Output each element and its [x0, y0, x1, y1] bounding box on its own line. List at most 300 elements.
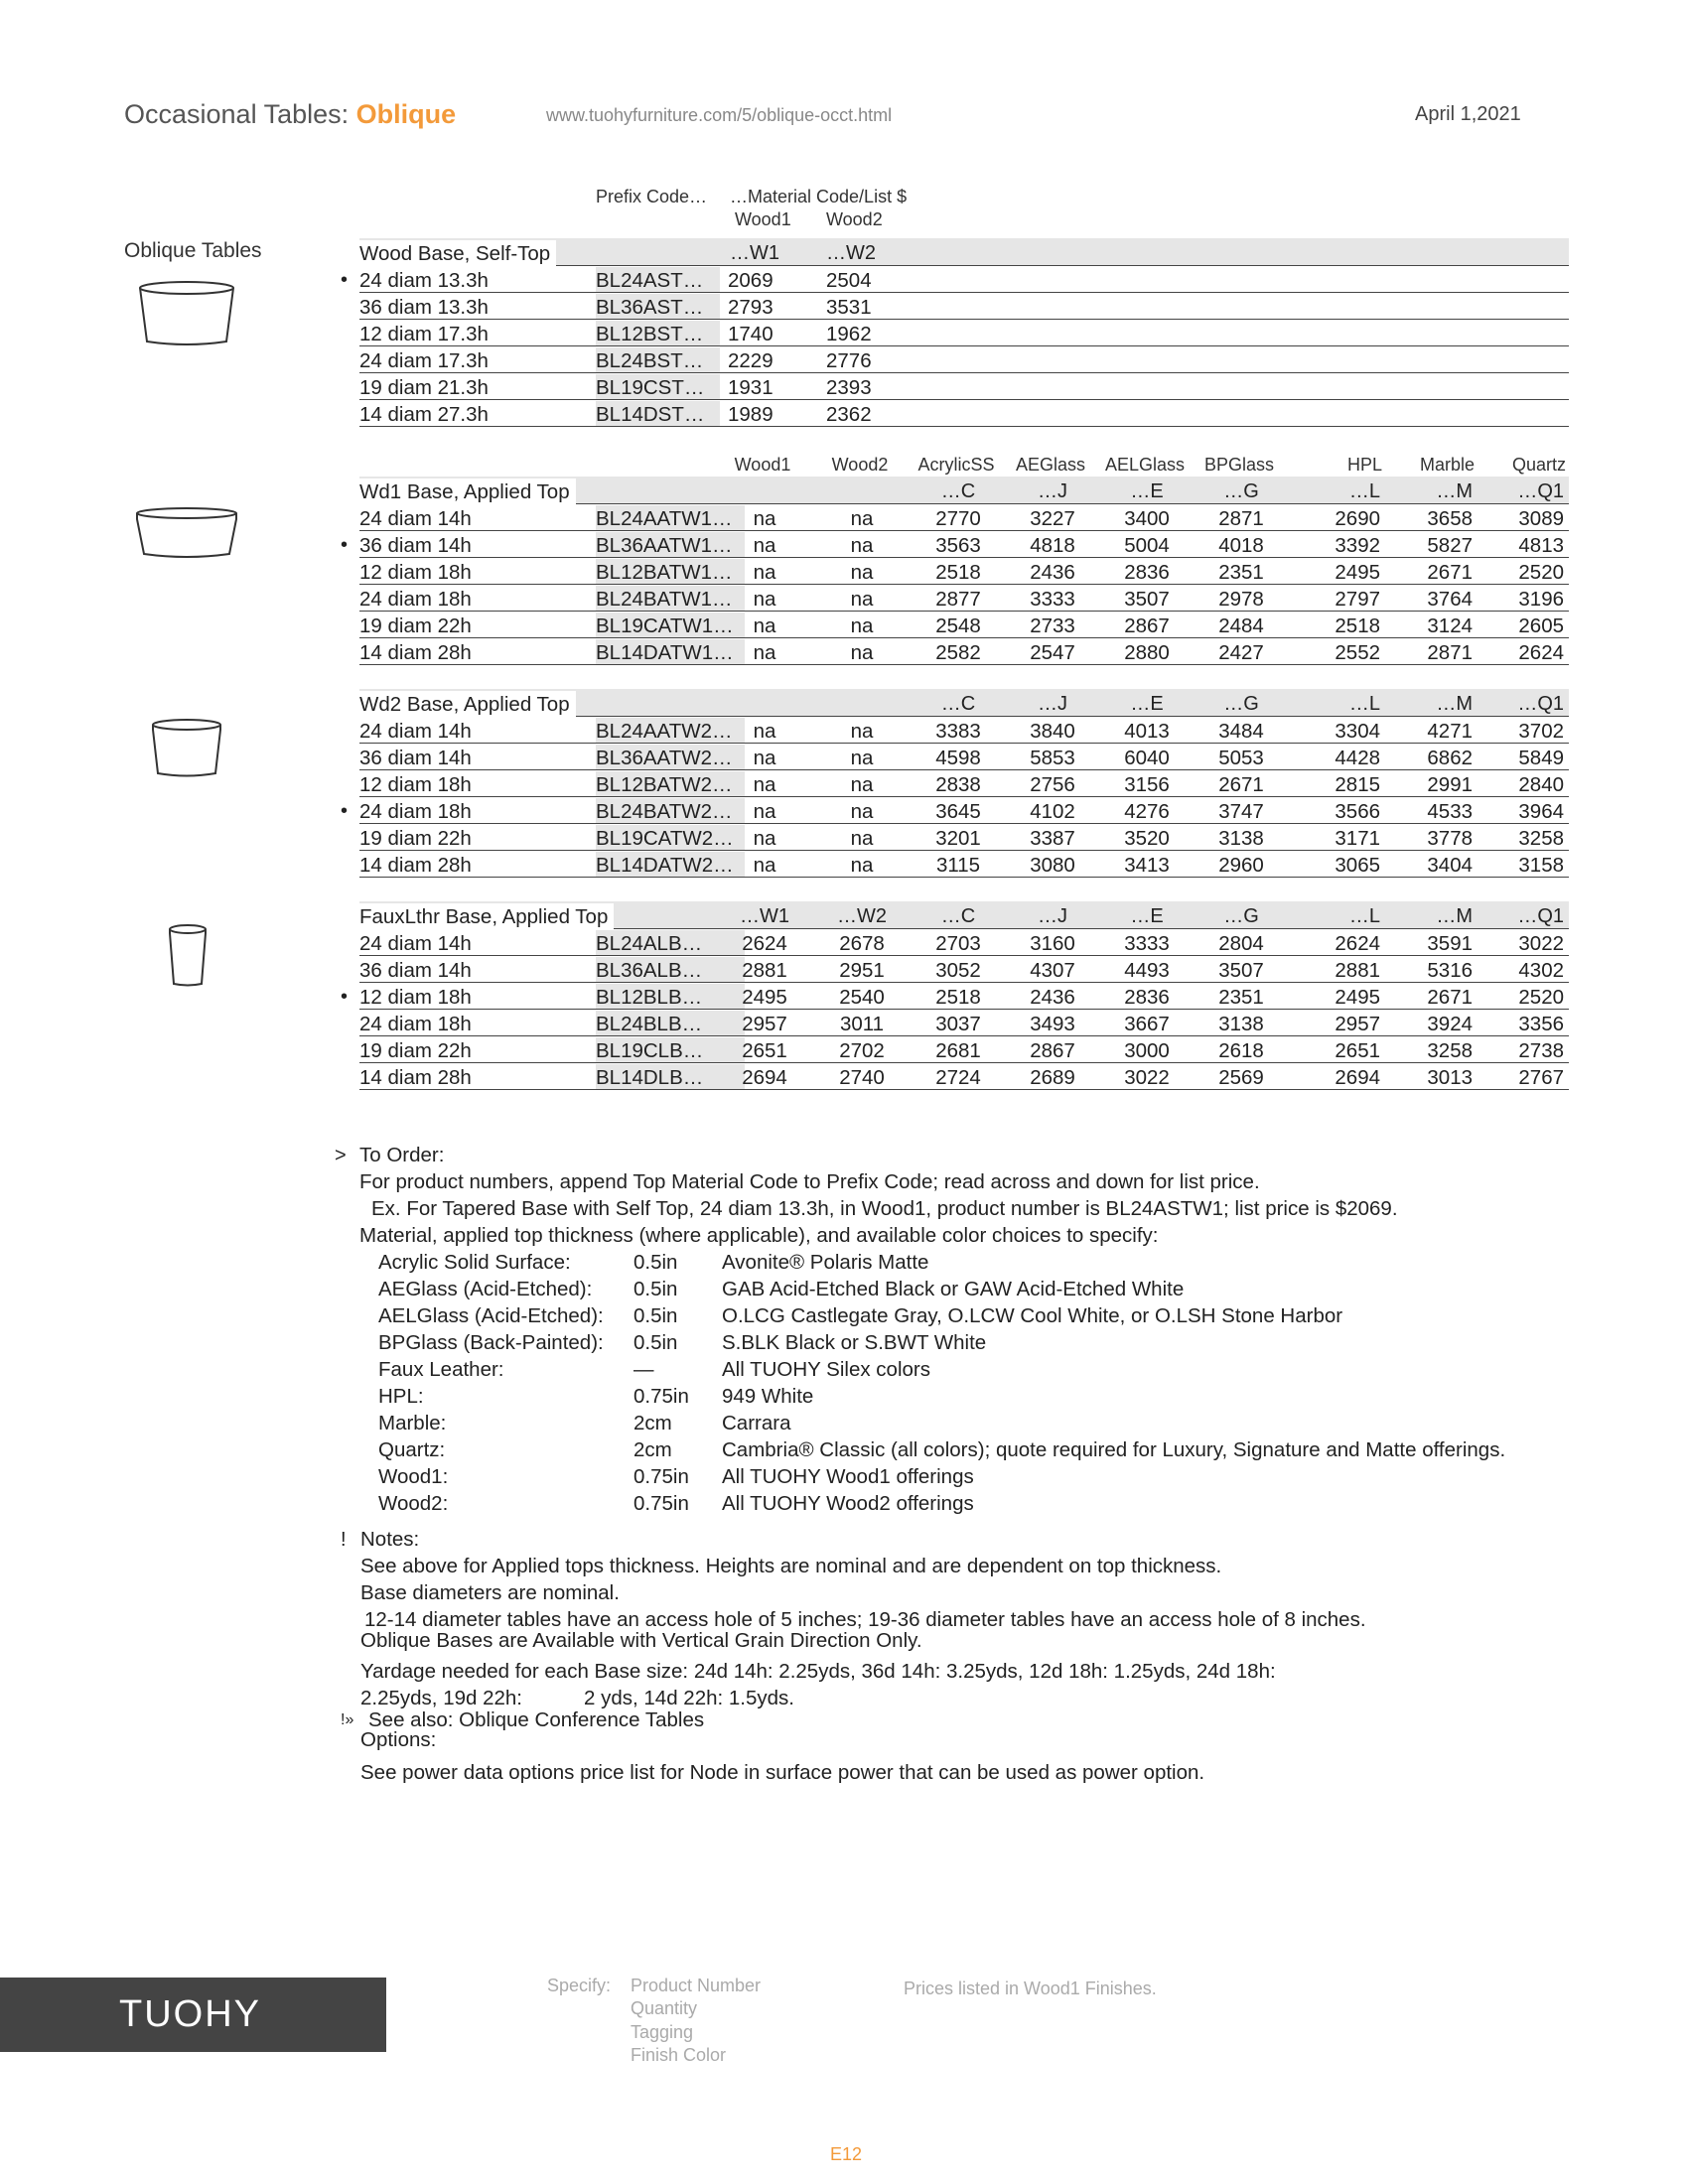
- row-prefix-code: BL14DATW2…: [596, 852, 745, 877]
- price-cell: 3304: [1335, 720, 1380, 743]
- row-prefix-code: BL24AATW1…: [596, 505, 745, 530]
- price-cell: 3356: [1518, 1013, 1564, 1035]
- material-thickness: 2cm: [633, 1438, 672, 1461]
- price-cell: 2605: [1518, 614, 1564, 637]
- material-name: HPL:: [378, 1385, 424, 1408]
- price-cell: 4102: [1030, 800, 1075, 823]
- price-cell: 2518: [1335, 614, 1380, 637]
- price-cell: 3065: [1335, 854, 1380, 877]
- material-colors: All TUOHY Wood2 offerings: [722, 1492, 974, 1515]
- price-cell: 4018: [1218, 534, 1264, 557]
- wood-base-illustration: [137, 280, 236, 347]
- price-cell: 2582: [935, 641, 981, 664]
- material-name: Acrylic Solid Surface:: [378, 1251, 571, 1274]
- price-cell: 2991: [1427, 773, 1473, 796]
- price-cell: 2436: [1030, 561, 1075, 584]
- price-cell: 1989: [728, 403, 774, 426]
- material-code: …Q1: [1517, 480, 1564, 502]
- price-cell: 3493: [1030, 1013, 1075, 1035]
- price-cell: 2495: [742, 986, 787, 1009]
- row-description: 12 diam 18h: [359, 986, 472, 1009]
- material-code: …J: [1038, 905, 1067, 927]
- material-code: …C: [940, 693, 976, 715]
- price-cell: 2881: [742, 959, 787, 982]
- price-cell: 2671: [1427, 986, 1473, 1009]
- price-cell: 5004: [1124, 534, 1170, 557]
- price-cell: 2624: [1335, 932, 1380, 955]
- row-bullet: •: [341, 986, 349, 1008]
- price-cell: 2797: [1335, 588, 1380, 611]
- price-cell: 2618: [1218, 1039, 1264, 1062]
- price-cell: 2518: [935, 986, 981, 1009]
- price-cell: 2495: [1335, 561, 1380, 584]
- notes-line-3: 12-14 diameter tables have an access hole of 5 inches; 19-36 diameter tables have an access hole of 8 inches.: [364, 1608, 1366, 1631]
- col-header-aelglass: AELGlass: [1104, 455, 1186, 475]
- price-cell: 3011: [839, 1013, 885, 1035]
- price-cell: 3658: [1427, 507, 1473, 530]
- notes-line-1: See above for Applied tops thickness. Heights are nominal and are dependent on top thickness.: [360, 1555, 1222, 1577]
- price-cell: 4302: [1518, 959, 1564, 982]
- options-line: See power data options price list for Node in surface power that can be used as power option.: [360, 1761, 1205, 1784]
- row-description: 24 diam 18h: [359, 588, 472, 611]
- specify-label: Specify:: [547, 1976, 612, 1995]
- price-cell: na: [753, 614, 776, 637]
- col-header-quartz: Quartz: [1511, 455, 1566, 475]
- price-cell: na: [850, 800, 874, 823]
- price-cell: 3080: [1030, 854, 1075, 877]
- row-description: 19 diam 22h: [359, 1039, 472, 1062]
- wd2-base-illustration: [150, 718, 223, 779]
- price-cell: 5849: [1518, 747, 1564, 769]
- price-cell: 2871: [1427, 641, 1473, 664]
- price-cell: na: [850, 534, 874, 557]
- table-title: Wd2 Base, Applied Top: [359, 691, 576, 718]
- price-cell: 3037: [935, 1013, 981, 1035]
- price-cell: 3138: [1218, 1013, 1264, 1035]
- price-cell: 2351: [1218, 561, 1264, 584]
- price-cell: na: [753, 773, 776, 796]
- price-cell: 3563: [935, 534, 981, 557]
- row-description: 24 diam 18h: [359, 1013, 472, 1035]
- material-code: …W2: [826, 242, 876, 264]
- price-cell: 2840: [1518, 773, 1564, 796]
- price-cell: 2694: [742, 1066, 787, 1089]
- order-line-1: For product numbers, append Top Material Code to Prefix Code; read across and down for list price.: [359, 1170, 1260, 1193]
- price-cell: 3156: [1124, 773, 1170, 796]
- col-header-wood1: Wood1: [735, 209, 791, 229]
- row-description: 14 diam 28h: [359, 1066, 472, 1089]
- price-cell: 2651: [742, 1039, 787, 1062]
- row-description: 24 diam 14h: [359, 507, 472, 530]
- material-code: …J: [1038, 480, 1067, 502]
- see-also-link[interactable]: See also: Oblique Conference Tables: [368, 1708, 705, 1731]
- row-bullet: •: [341, 800, 349, 822]
- price-cell: 2871: [1218, 507, 1264, 530]
- table-row: [359, 292, 1569, 320]
- material-name: Quartz:: [378, 1438, 446, 1461]
- price-cell: 3591: [1427, 932, 1473, 955]
- row-description: 36 diam 14h: [359, 959, 472, 982]
- price-cell: 2960: [1218, 854, 1264, 877]
- material-code: …E: [1130, 905, 1164, 927]
- material-code: …M: [1436, 693, 1473, 715]
- row-prefix-code: BL36ALB…: [596, 957, 745, 982]
- material-code: …W2: [837, 905, 887, 927]
- material-thickness: 0.5in: [633, 1278, 678, 1300]
- price-cell: 2838: [935, 773, 981, 796]
- price-cell: na: [850, 507, 874, 530]
- notes-marker: !: [341, 1529, 347, 1551]
- row-prefix-code: BL14DST…: [596, 401, 720, 426]
- price-cell: 3089: [1518, 507, 1564, 530]
- price-cell: 2880: [1124, 641, 1170, 664]
- material-colors: Carrara: [722, 1412, 791, 1434]
- price-cell: 2681: [935, 1039, 981, 1062]
- price-cell: 3383: [935, 720, 981, 743]
- price-cell: 2484: [1218, 614, 1264, 637]
- price-cell: 4813: [1518, 534, 1564, 557]
- price-cell: 2671: [1218, 773, 1264, 796]
- col-header-wood1: Wood1: [734, 455, 791, 475]
- order-line-2: Ex. For Tapered Base with Self Top, 24 diam 13.3h, in Wood1, product number is BL24ASTW1; list price is $2069.: [371, 1197, 1398, 1220]
- price-cell: 2815: [1335, 773, 1380, 796]
- price-cell: 3778: [1427, 827, 1473, 850]
- material-code: …M: [1436, 905, 1473, 927]
- price-cell: 2957: [742, 1013, 787, 1035]
- material-thickness: 0.5in: [633, 1251, 678, 1274]
- price-cell: 2689: [1030, 1066, 1075, 1089]
- price-cell: 2978: [1218, 588, 1264, 611]
- material-code: …J: [1038, 693, 1067, 715]
- material-code: …G: [1223, 480, 1259, 502]
- price-cell: 2836: [1124, 986, 1170, 1009]
- price-cell: 2362: [826, 403, 872, 426]
- price-cell: 1962: [826, 323, 872, 345]
- table-row: [359, 399, 1569, 427]
- material-name: Faux Leather:: [378, 1358, 504, 1381]
- price-cell: 1931: [728, 376, 774, 399]
- price-cell: 2836: [1124, 561, 1170, 584]
- row-prefix-code: BL36AST…: [596, 294, 720, 319]
- row-description: 24 diam 14h: [359, 932, 472, 955]
- material-code: …W1: [740, 905, 789, 927]
- col-header-wood2: Wood2: [826, 209, 883, 229]
- material-colors: Avonite® Polaris Matte: [722, 1251, 929, 1274]
- page-title: [124, 99, 456, 130]
- material-code: …E: [1130, 693, 1164, 715]
- price-cell: na: [850, 854, 874, 877]
- price-cell: 2436: [1030, 986, 1075, 1009]
- price-cell: na: [850, 641, 874, 664]
- price-cell: 2540: [839, 986, 885, 1009]
- price-cell: 4013: [1124, 720, 1170, 743]
- specify-item: Product Number: [631, 1976, 762, 1995]
- col-header-hpl: HPL: [1346, 455, 1382, 475]
- material-thickness: 0.75in: [633, 1492, 689, 1515]
- material-code: …C: [940, 905, 976, 927]
- price-cell: na: [753, 507, 776, 530]
- price-cell: 2547: [1030, 641, 1075, 664]
- order-line-3: Material, applied top thickness (where applicable), and available color choices to specify:: [359, 1224, 1159, 1247]
- row-prefix-code: BL12BATW1…: [596, 559, 745, 584]
- row-description: 24 diam 18h: [359, 800, 472, 823]
- row-prefix-code: BL24ALB…: [596, 930, 745, 955]
- price-cell: 4307: [1030, 959, 1075, 982]
- price-cell: 2552: [1335, 641, 1380, 664]
- price-cell: 2703: [935, 932, 981, 955]
- price-cell: na: [753, 588, 776, 611]
- price-cell: 3566: [1335, 800, 1380, 823]
- price-cell: 3747: [1218, 800, 1264, 823]
- price-cell: 2881: [1335, 959, 1380, 982]
- price-cell: 2548: [935, 614, 981, 637]
- price-cell: 2427: [1218, 641, 1264, 664]
- price-cell: 3158: [1518, 854, 1564, 877]
- price-cell: 3964: [1518, 800, 1564, 823]
- page-url[interactable]: www.tuohyfurniture.com/5/oblique-occt.html: [546, 105, 893, 125]
- options-heading: Options:: [360, 1728, 437, 1751]
- price-cell: 2867: [1124, 614, 1170, 637]
- specify-item: Finish Color: [631, 2045, 727, 2065]
- material-code: …G: [1223, 905, 1259, 927]
- price-cell: na: [850, 720, 874, 743]
- table-title: Wood Base, Self-Top: [359, 240, 556, 267]
- price-cell: 6040: [1124, 747, 1170, 769]
- price-cell: na: [850, 561, 874, 584]
- material-code: …L: [1348, 480, 1380, 502]
- price-cell: 2520: [1518, 986, 1564, 1009]
- price-cell: na: [850, 614, 874, 637]
- row-description: 14 diam 27.3h: [359, 403, 489, 426]
- material-thickness: 2cm: [633, 1412, 672, 1434]
- price-cell: 2504: [826, 269, 872, 292]
- table-row: [359, 372, 1569, 400]
- material-code: …M: [1436, 480, 1473, 502]
- col-header-marble: Marble: [1419, 455, 1475, 475]
- material-thickness: 0.5in: [633, 1331, 678, 1354]
- tuohy-logo: [0, 1978, 386, 2052]
- material-code: …L: [1348, 905, 1380, 927]
- price-cell: 2694: [1335, 1066, 1380, 1089]
- prefix-code-header: Prefix Code…: [596, 187, 708, 206]
- material-thickness: 0.75in: [633, 1465, 689, 1488]
- material-code: …E: [1130, 480, 1164, 502]
- row-description: 19 diam 21.3h: [359, 376, 489, 399]
- row-prefix-code: BL19CATW1…: [596, 613, 745, 637]
- material-name: AEGlass (Acid-Etched):: [378, 1278, 593, 1300]
- row-prefix-code: BL14DLB…: [596, 1064, 745, 1089]
- notes-line-4: Oblique Bases are Available with Vertical Grain Direction Only.: [360, 1629, 922, 1652]
- row-prefix-code: BL12BST…: [596, 321, 720, 345]
- price-cell: na: [753, 827, 776, 850]
- row-prefix-code: BL19CLB…: [596, 1037, 745, 1062]
- price-cell: 2229: [728, 349, 774, 372]
- col-header-acrylicss: AcrylicSS: [917, 455, 995, 475]
- price-cell: 5853: [1030, 747, 1075, 769]
- price-cell: 4493: [1124, 959, 1170, 982]
- material-colors: GAB Acid-Etched Black or GAW Acid-Etched White: [722, 1278, 1185, 1300]
- price-cell: 2702: [839, 1039, 885, 1062]
- price-cell: 3484: [1218, 720, 1264, 743]
- price-cell: 3258: [1518, 827, 1564, 850]
- price-cell: 2770: [935, 507, 981, 530]
- row-prefix-code: BL19CST…: [596, 374, 720, 399]
- price-cell: 2520: [1518, 561, 1564, 584]
- price-cell: 3171: [1335, 827, 1380, 850]
- row-description: 12 diam 17.3h: [359, 323, 489, 345]
- row-description: 36 diam 14h: [359, 747, 472, 769]
- material-thickness: 0.75in: [633, 1385, 689, 1408]
- order-heading: To Order:: [359, 1144, 445, 1166]
- row-prefix-code: BL12BLB…: [596, 984, 745, 1009]
- table-title: FauxLthr Base, Applied Top: [359, 903, 614, 930]
- price-cell: 3667: [1124, 1013, 1170, 1035]
- material-name: BPGlass (Back-Painted):: [378, 1331, 604, 1354]
- row-description: 19 diam 22h: [359, 614, 472, 637]
- price-cell: 3507: [1124, 588, 1170, 611]
- price-cell: 2690: [1335, 507, 1380, 530]
- material-code: …Q1: [1517, 905, 1564, 927]
- price-cell: 3531: [826, 296, 872, 319]
- table-row: [359, 319, 1569, 346]
- price-cell: 2867: [1030, 1039, 1075, 1062]
- price-cell: 2495: [1335, 986, 1380, 1009]
- price-cell: na: [753, 800, 776, 823]
- price-cell: 3924: [1427, 1013, 1473, 1035]
- price-cell: 3022: [1124, 1066, 1170, 1089]
- price-cell: na: [753, 561, 776, 584]
- price-cell: na: [850, 773, 874, 796]
- price-cell: 2393: [826, 376, 872, 399]
- material-colors: 949 White: [722, 1385, 814, 1408]
- price-cell: na: [753, 534, 776, 557]
- row-description: 24 diam 17.3h: [359, 349, 489, 372]
- material-code: …C: [940, 480, 976, 502]
- row-prefix-code: BL24BATW2…: [596, 798, 745, 823]
- price-cell: na: [850, 827, 874, 850]
- material-name: Marble:: [378, 1412, 447, 1434]
- notes-line-5: Yardage needed for each Base size: 24d 14h: 2.25yds, 36d 14h: 3.25yds, 12d 18h: 1.25yds, 24d 18h:: [360, 1660, 1276, 1683]
- price-cell: 2518: [935, 561, 981, 584]
- row-prefix-code: BL24BST…: [596, 347, 720, 372]
- row-description: 36 diam 14h: [359, 534, 472, 557]
- page-title-accent: Oblique: [355, 99, 457, 129]
- price-cell: 4818: [1030, 534, 1075, 557]
- price-cell: 2069: [728, 269, 774, 292]
- price-cell: 3392: [1335, 534, 1380, 557]
- material-colors: O.LCG Castlegate Gray, O.LCW Cool White, or O.LSH Stone Harbor: [722, 1304, 1343, 1327]
- price-cell: 3124: [1427, 614, 1473, 637]
- price-cell: 4271: [1427, 720, 1473, 743]
- col-header-bpglass: BPGlass: [1203, 455, 1275, 475]
- row-description: 24 diam 14h: [359, 720, 472, 743]
- row-prefix-code: BL24AATW2…: [596, 718, 745, 743]
- price-cell: 4428: [1335, 747, 1380, 769]
- material-name: Wood2:: [378, 1492, 449, 1515]
- price-cell: 3000: [1124, 1039, 1170, 1062]
- row-prefix-code: BL14DATW1…: [596, 639, 745, 664]
- specify-item: Quantity: [631, 1998, 698, 2018]
- row-prefix-code: BL36AATW2…: [596, 745, 745, 769]
- material-code: …L: [1348, 693, 1380, 715]
- price-cell: 2624: [742, 932, 787, 955]
- price-cell: 4598: [935, 747, 981, 769]
- price-cell: 3138: [1218, 827, 1264, 850]
- see-also-marker: !»: [341, 1711, 354, 1728]
- price-cell: na: [753, 854, 776, 877]
- price-cell: 2351: [1218, 986, 1264, 1009]
- price-cell: 3520: [1124, 827, 1170, 850]
- tuohy-logo-text: TUOHY: [119, 1993, 261, 2035]
- row-description: 12 diam 18h: [359, 561, 472, 584]
- material-name: Wood1:: [378, 1465, 449, 1488]
- material-colors: Cambria® Classic (all colors); quote required for Luxury, Signature and Matte offerings.: [722, 1438, 1506, 1461]
- row-prefix-code: BL24BATW1…: [596, 586, 745, 611]
- table-row: [359, 265, 1569, 293]
- price-cell: 2651: [1335, 1039, 1380, 1062]
- price-cell: 3333: [1124, 932, 1170, 955]
- price-cell: 3764: [1427, 588, 1473, 611]
- price-cell: 3013: [1427, 1066, 1473, 1089]
- row-description: 19 diam 22h: [359, 827, 472, 850]
- notes-line-6a: 2.25yds, 19d 22h:: [360, 1687, 522, 1709]
- price-cell: 2671: [1427, 561, 1473, 584]
- row-prefix-code: BL19CATW2…: [596, 825, 745, 850]
- notes-line-2: Base diameters are nominal.: [360, 1581, 620, 1604]
- material-name: AELGlass (Acid-Etched):: [378, 1304, 604, 1327]
- price-cell: na: [753, 747, 776, 769]
- table-title: Wd1 Base, Applied Top: [359, 478, 576, 505]
- material-code: …Q1: [1517, 693, 1564, 715]
- price-cell: 2733: [1030, 614, 1075, 637]
- price-cell: 2804: [1218, 932, 1264, 955]
- row-description: 24 diam 13.3h: [359, 269, 489, 292]
- price-cell: 3333: [1030, 588, 1075, 611]
- fauxlthr-base-illustration: [167, 923, 209, 989]
- price-cell: na: [850, 588, 874, 611]
- row-description: 12 diam 18h: [359, 773, 472, 796]
- notes-line-6b: 2 yds, 14d 22h: 1.5yds.: [584, 1687, 794, 1709]
- price-cell: 3400: [1124, 507, 1170, 530]
- price-cell: 3115: [935, 854, 981, 877]
- material-thickness: 0.5in: [633, 1304, 678, 1327]
- price-cell: 2738: [1518, 1039, 1564, 1062]
- notes-heading: Notes:: [360, 1528, 420, 1551]
- table-row: [359, 345, 1569, 373]
- price-cell: 3404: [1427, 854, 1473, 877]
- material-colors: S.BLK Black or S.BWT White: [722, 1331, 987, 1354]
- col-header-wood2: Wood2: [831, 455, 889, 475]
- price-cell: 2756: [1030, 773, 1075, 796]
- page-date: April 1,2021: [1415, 103, 1521, 125]
- price-cell: 2569: [1218, 1066, 1264, 1089]
- row-prefix-code: BL24AST…: [596, 267, 720, 292]
- price-cell: 6862: [1427, 747, 1473, 769]
- price-cell: 3258: [1427, 1039, 1473, 1062]
- specify-item: Tagging: [631, 2022, 694, 2042]
- material-thickness: —: [633, 1358, 654, 1381]
- side-label: Oblique Tables: [124, 239, 262, 262]
- price-cell: na: [753, 641, 776, 664]
- price-cell: 3052: [935, 959, 981, 982]
- price-cell: 3507: [1218, 959, 1264, 982]
- row-prefix-code: BL12BATW2…: [596, 771, 745, 796]
- price-cell: 2776: [826, 349, 872, 372]
- price-cell: 2957: [1335, 1013, 1380, 1035]
- wd1-base-illustration: [134, 506, 239, 560]
- material-code: …W1: [730, 242, 779, 264]
- price-cell: 4276: [1124, 800, 1170, 823]
